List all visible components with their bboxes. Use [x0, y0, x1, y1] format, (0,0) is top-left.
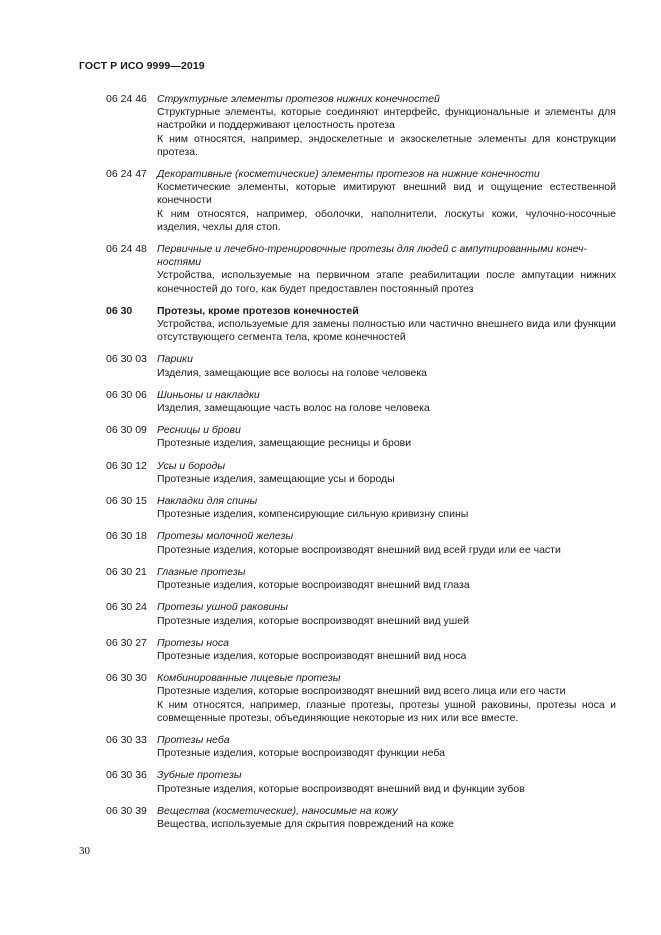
- classification-entry: [106, 460, 616, 486]
- entry-title: Первичные и лечебно-тренировочные протезы для людей с ампутированными конеч-ностями: [157, 243, 587, 269]
- entry-paragraph: Вещества, используемые для скрытия повреждений на коже: [157, 817, 454, 830]
- entry-code: 06 30 21: [106, 565, 147, 578]
- entry-paragraph: Протезные изделия, замещающие ресницы и брови: [157, 437, 412, 450]
- entry-body: [157, 530, 616, 556]
- entry-code: 06 30 33: [106, 733, 147, 746]
- classification-entry: [106, 805, 616, 831]
- entry-code: 06 30 24: [106, 601, 147, 614]
- entry-body: [157, 353, 616, 379]
- classification-entry: [106, 93, 616, 159]
- entry-title: Декоративные (косметические) элементы протезов на нижние конечности: [157, 168, 540, 181]
- entry-paragraph: Протезные изделия, компенсирующие сильную кривизну спины: [157, 508, 469, 521]
- entry-paragraph: Косметические элементы, которые имитируют внешний вид и ощущение естественной конечности: [157, 181, 616, 207]
- entry-title: Зубные протезы: [157, 769, 242, 782]
- classification-entry: [106, 601, 616, 627]
- entry-paragraph: Изделия, замещающие все волосы на голове человека: [157, 366, 427, 379]
- classification-entry: [106, 530, 616, 556]
- classification-entry: [106, 305, 616, 345]
- entry-code: 06 30 39: [106, 804, 147, 817]
- entry-code: 06 30 03: [106, 353, 147, 366]
- entry-body: [157, 93, 616, 159]
- entry-paragraph: Протезные изделия, которые воспроизводят внешний вид носа: [157, 649, 467, 662]
- classification-entry: [106, 495, 616, 521]
- entry-paragraph: Структурные элементы, которые соединяют интерфейс, функциональные и элементы для настройки и поддерживают целостность протеза: [157, 106, 616, 132]
- entry-title: Протезы, кроме протезов конечностей: [157, 304, 359, 317]
- entry-body: [157, 168, 616, 234]
- entry-body: [157, 637, 616, 663]
- entry-code: 06 30 06: [106, 388, 147, 401]
- entry-title: Протезы молочной железы: [157, 530, 294, 543]
- entry-paragraph: Устройства, используемые для замены полностью или частично внешнего вида или функции отсутствующего сегмента тела, кроме конечностей: [157, 318, 616, 344]
- classification-entry: [106, 389, 616, 415]
- entry-code: 06 30 27: [106, 636, 147, 649]
- classification-entry: [106, 769, 616, 795]
- entry-body: [157, 243, 616, 296]
- entry-body: [157, 734, 616, 760]
- classification-entry: [106, 734, 616, 760]
- entry-title: Усы и бороды: [157, 459, 226, 472]
- entry-code: 06 24 48: [106, 243, 147, 256]
- entry-code: 06 30 12: [106, 459, 147, 472]
- classification-entry: [106, 168, 616, 234]
- entry-body: [157, 495, 616, 521]
- entry-paragraph: Протезные изделия, которые воспроизводят внешний вид всей груди или ее части: [157, 543, 561, 556]
- entry-code: 06 30 18: [106, 530, 147, 543]
- entry-code: 06 24 46: [106, 93, 147, 105]
- entry-title: Парики: [157, 353, 193, 366]
- entry-paragraph: К ним относятся, например, глазные протезы, протезы ушной раковины, протезы носа и совмещенные протезы, объединяющие некоторые из них или все вместе.: [157, 698, 616, 724]
- entry-paragraph: Протезные изделия, которые воспроизводят внешний вид и функции зубов: [157, 782, 525, 795]
- entry-body: [157, 769, 616, 795]
- entry-body: [157, 424, 616, 450]
- entry-body: [157, 460, 616, 486]
- entry-title: Вещества (косметические), наносимые на кожу: [157, 804, 398, 817]
- entry-title: Протезы неба: [157, 733, 230, 746]
- entry-paragraph: Протезные изделия, которые воспроизводят внешний вид глаза: [157, 579, 470, 592]
- classification-entry: [106, 566, 616, 592]
- page-number: 30: [79, 845, 90, 857]
- entry-code: 06 30: [106, 304, 133, 317]
- entry-code: 06 24 47: [106, 168, 147, 181]
- entry-title: Протезы носа: [157, 636, 229, 649]
- classification-entry: [106, 243, 616, 296]
- entry-title: Комбинированные лицевые протезы: [157, 672, 341, 685]
- entry-title: Глазные протезы: [157, 565, 246, 578]
- document-header: ГОСТ Р ИСО 9999—2019: [79, 60, 205, 72]
- classification-entry: [106, 353, 616, 379]
- entry-code: 06 30 09: [106, 424, 147, 437]
- entry-paragraph: К ним относятся, например, оболочки, наполнители, лоскуты кожи, чулочно-носочные изделия, чехлы для стоп.: [157, 207, 616, 233]
- classification-entry: [106, 672, 616, 725]
- entry-paragraph: Протезные изделия, которые воспроизводят функции неба: [157, 747, 445, 760]
- entry-paragraph: Устройства, используемые на первичном этапе реабилитации после ампутации нижних конечностей до того, как будет предоставлен постоянный протез: [157, 269, 616, 295]
- classification-entry: [106, 637, 616, 663]
- entry-body: [157, 389, 616, 415]
- entry-body: [157, 566, 616, 592]
- entry-code: 06 30 15: [106, 495, 147, 508]
- entry-paragraph: Протезные изделия, которые воспроизводят внешний вид ушей: [157, 614, 469, 627]
- entry-title: Шиньоны и накладки: [157, 388, 260, 401]
- entry-body: [157, 305, 616, 345]
- entry-paragraph: К ним относятся, например, эндоскелетные и экзоскелетные элементы для конструкции протеза.: [157, 132, 616, 158]
- classification-entry: [106, 424, 616, 450]
- entry-title: Накладки для спины: [157, 495, 258, 508]
- entry-paragraph: Протезные изделия, которые воспроизводят внешний вид всего лица или его части: [157, 685, 566, 698]
- entry-body: [157, 601, 616, 627]
- entry-title: Протезы ушной раковины: [157, 601, 288, 614]
- entry-body: [157, 672, 616, 725]
- entry-paragraph: Изделия, замещающие часть волос на голове человека: [157, 402, 430, 415]
- entry-code: 06 30 30: [106, 672, 147, 685]
- entry-code: 06 30 36: [106, 769, 147, 782]
- classification-list: [106, 93, 616, 840]
- entry-title: Ресницы и брови: [157, 424, 241, 437]
- entry-title: Структурные элементы протезов нижних конечностей: [157, 93, 440, 105]
- entry-body: [157, 805, 616, 831]
- entry-paragraph: Протезные изделия, замещающие усы и бороды: [157, 472, 395, 485]
